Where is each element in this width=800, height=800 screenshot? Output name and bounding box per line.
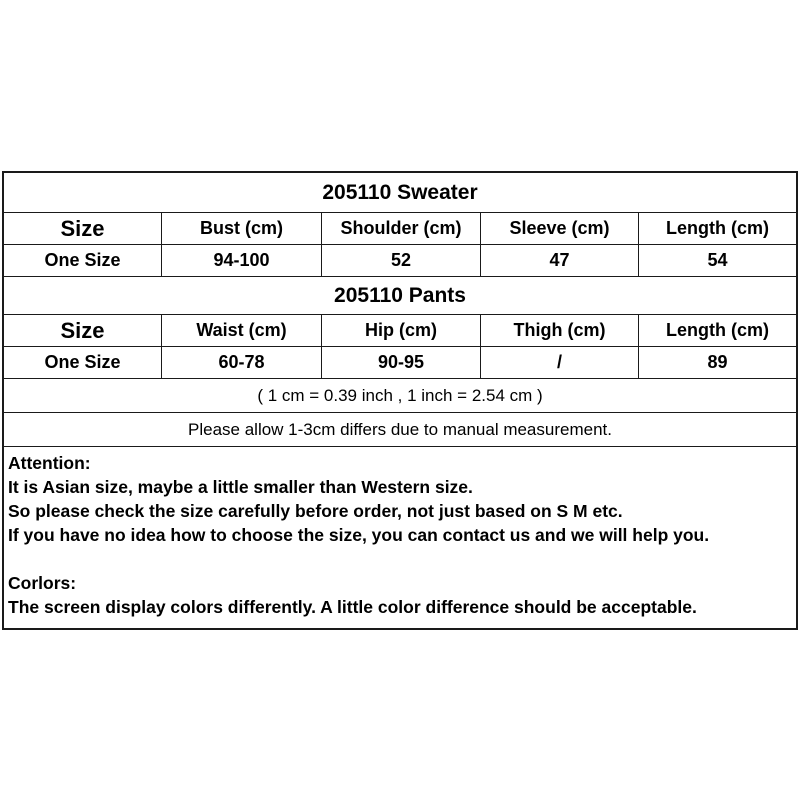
pants-header-row [4,315,796,347]
sweater-value-shoulder: 52 [322,245,481,276]
sweater-header-size: Size [4,213,162,244]
attention-section [4,447,796,619]
pants-value-length: 89 [707,352,728,372]
sweater-header-sleeve: Sleeve (cm) [481,213,639,244]
sweater-header-row [4,213,796,245]
pants-value-row [4,347,796,379]
measurement-note-row [4,413,796,447]
size-chart [2,171,798,630]
pants-header-waist: Waist (cm) [162,315,322,346]
pants-header-thigh: Thigh (cm) [481,315,639,346]
pants-header-hip: Hip (cm) [322,315,481,346]
pants-header-length: Length (cm) [666,320,769,340]
attention-line-asian-size: It is Asian size, maybe a little smaller than Western size. [8,477,473,497]
sweater-title: 205110 Sweater [322,180,478,204]
attention-line-check-size: So please check the size carefully before order, not just based on S M etc. [8,501,623,521]
sweater-value-size: One Size [4,245,162,276]
pants-value-size: One Size [4,347,162,378]
pants-header-size: Size [4,315,162,346]
pants-value-waist: 60-78 [162,347,322,378]
sweater-title-row [4,173,796,213]
pants-value-thigh: / [481,347,639,378]
sweater-value-row [4,245,796,277]
sweater-header-shoulder: Shoulder (cm) [322,213,481,244]
colors-note-text: The screen display colors differently. A little color difference should be acceptable. [8,597,697,617]
pants-value-hip: 90-95 [322,347,481,378]
attention-heading: Attention: [8,453,91,473]
colors-heading: Corlors: [8,573,77,593]
sweater-value-sleeve: 47 [481,245,639,276]
sweater-header-length: Length (cm) [666,218,769,238]
measurement-note: Please allow 1-3cm differs due to manual measurement. [188,419,612,439]
sweater-value-bust: 94-100 [162,245,322,276]
conversion-row [4,379,796,413]
section-spacer [8,547,792,571]
attention-line-contact-us: If you have no idea how to choose the size, you can contact us and we will help you. [8,525,710,545]
unit-conversion-text: ( 1 cm = 0.39 inch , 1 inch = 2.54 cm ) [257,385,543,405]
sweater-header-bust: Bust (cm) [162,213,322,244]
pants-title-row [4,277,796,315]
sweater-value-length: 54 [707,250,728,270]
pants-title: 205110 Pants [334,283,466,307]
